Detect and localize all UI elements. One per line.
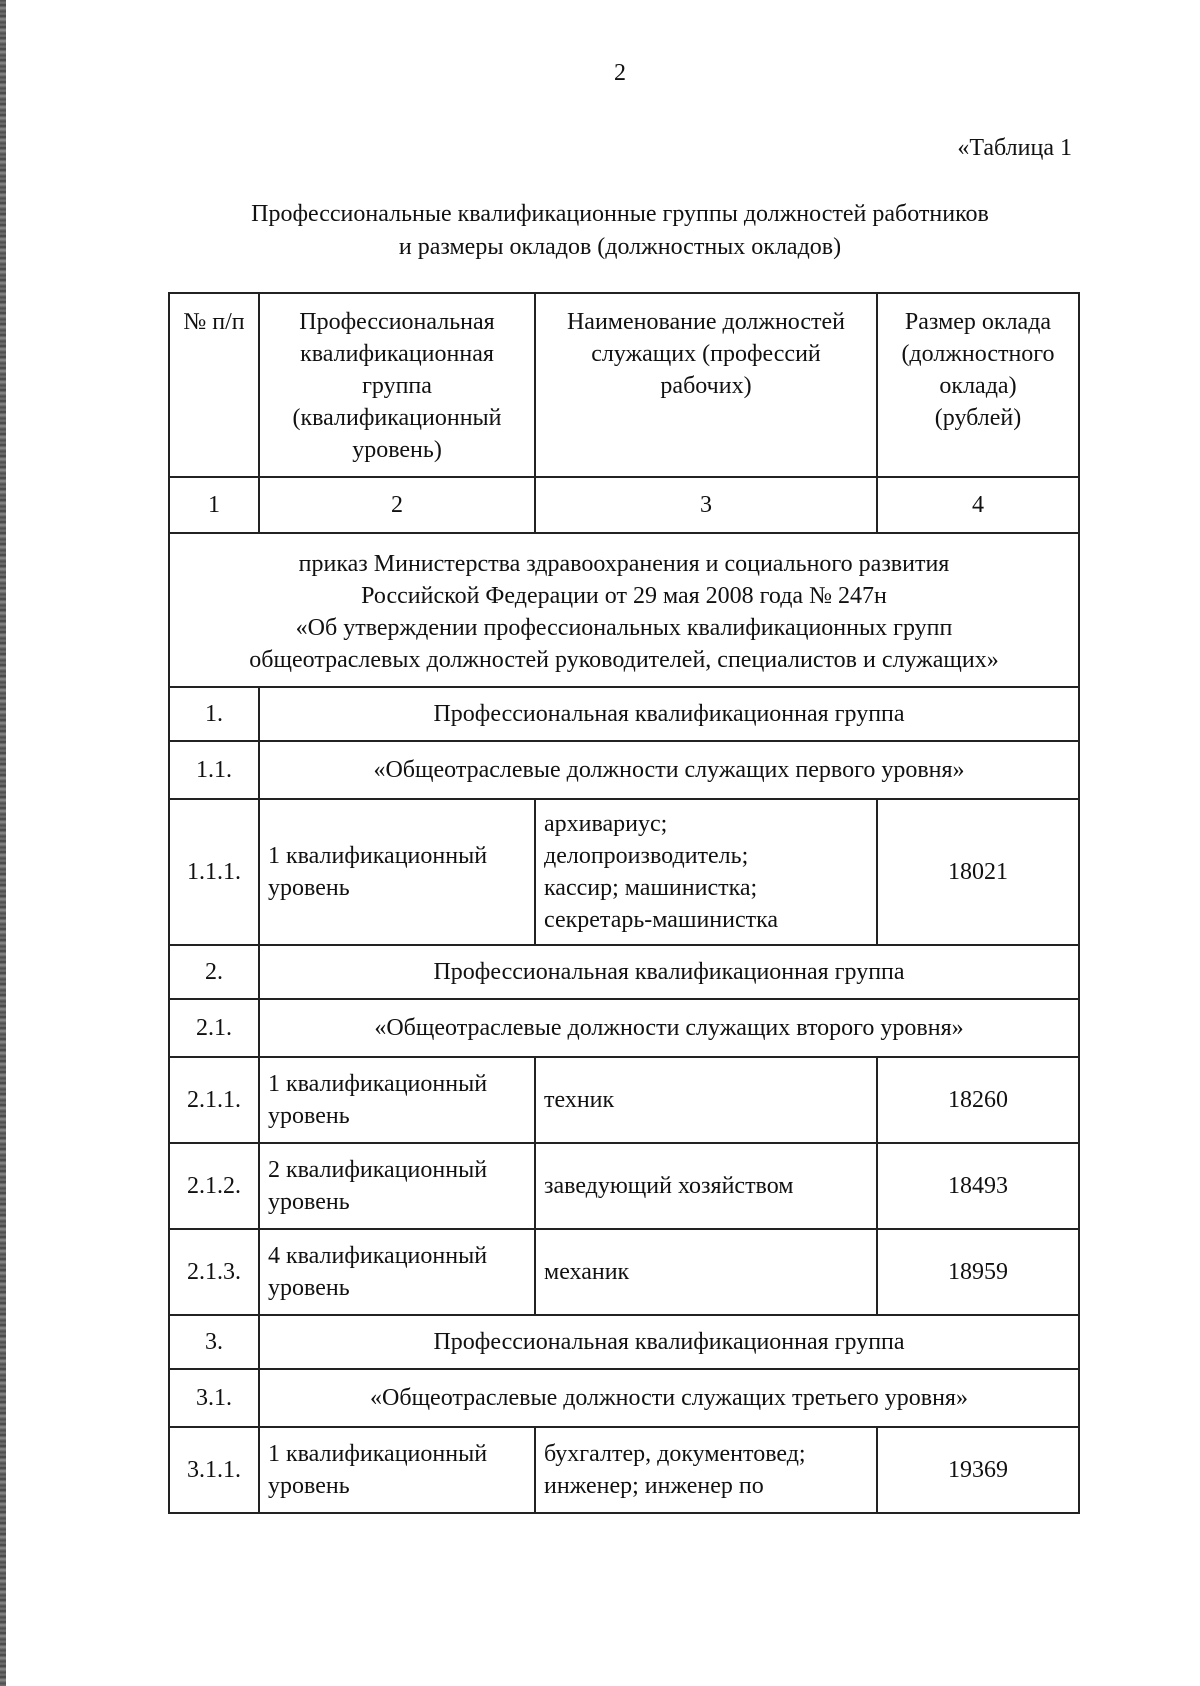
position-line: бухгалтер, документовед;: [544, 1441, 806, 1467]
order-line: приказ Министерства здравоохранения и социального развития: [298, 551, 950, 577]
title-line-2: и размеры окладов (должностных окладов): [398, 234, 842, 260]
row-number: 3.1.1.: [169, 1427, 259, 1513]
level-line: уровень: [268, 875, 350, 901]
position-line: секретарь-машинистка: [544, 907, 779, 933]
level-line: 4 квалификационный: [268, 1243, 488, 1269]
level-line: 1 квалификационный: [268, 843, 488, 869]
salary-value: 18493: [877, 1143, 1079, 1229]
subgroup-title: «Общеотраслевые должности служащих третьего уровня»: [259, 1369, 1079, 1427]
subgroup-title: «Общеотраслевые должности служащих первого уровня»: [259, 741, 1079, 799]
qualification-level: [259, 1229, 535, 1315]
table-header-row: [169, 293, 1079, 477]
order-reference-row: [169, 533, 1079, 687]
header-qualification-line: квалификационная: [300, 341, 494, 367]
subgroup-title: «Общеотраслевые должности служащих второго уровня»: [259, 999, 1079, 1057]
level-line: 1 квалификационный: [268, 1071, 488, 1097]
position-names: заведующий хозяйством: [535, 1143, 877, 1229]
level-line: уровень: [268, 1473, 350, 1499]
table-label: «Таблица 1: [957, 135, 1072, 161]
position-names: техник: [535, 1057, 877, 1143]
row-number: 2.1.3.: [169, 1229, 259, 1315]
row-number: 2.1.: [169, 999, 259, 1057]
page-number: 2: [614, 60, 626, 86]
header-salary-line: Размер оклада: [904, 309, 1052, 335]
row-number: 2.: [169, 945, 259, 999]
table-row: [169, 1143, 1079, 1229]
group-title: Профессиональная квалификационная группа: [259, 1315, 1079, 1369]
order-line: «Об утверждении профессиональных квалификационных групп: [295, 615, 953, 641]
subgroup-row: [169, 999, 1079, 1057]
header-qualification-group: [259, 293, 535, 477]
level-line: уровень: [268, 1189, 350, 1215]
header-qualification-line: Профессиональная: [299, 309, 495, 335]
order-line: Российской Федерации от 29 мая 2008 года № 247н: [361, 583, 887, 609]
row-number: 3.: [169, 1315, 259, 1369]
table-row: [169, 799, 1079, 945]
salary-value: 18260: [877, 1057, 1079, 1143]
order-line: общеотраслевых должностей руководителей, специалистов и служащих»: [249, 647, 999, 673]
column-number-row: [169, 477, 1079, 533]
qualification-level: [259, 1427, 535, 1513]
column-number: 3: [535, 477, 877, 533]
header-position-line: служащих (профессий: [591, 341, 821, 367]
position-line: кассир; машинистка;: [544, 875, 758, 901]
row-number: 1.1.: [169, 741, 259, 799]
position-names: [535, 799, 877, 945]
salary-value: 19369: [877, 1427, 1079, 1513]
header-qualification-line: уровень): [352, 437, 442, 463]
row-number: 1.1.1.: [169, 799, 259, 945]
column-number: 2: [259, 477, 535, 533]
group-row: [169, 687, 1079, 741]
header-position-line: рабочих): [660, 373, 752, 399]
qualification-level: [259, 799, 535, 945]
header-salary: [877, 293, 1079, 477]
header-number-label: № п/п: [183, 309, 245, 335]
position-line: архивариус;: [544, 811, 668, 837]
table-row: [169, 1427, 1079, 1513]
row-number: 2.1.1.: [169, 1057, 259, 1143]
header-qualification-line: (квалификационный: [292, 405, 502, 431]
position-names: механик: [535, 1229, 877, 1315]
order-reference: [169, 533, 1079, 687]
level-line: 2 квалификационный: [268, 1157, 488, 1183]
position-line: делопроизводитель;: [544, 843, 749, 869]
position-names: [535, 1427, 877, 1513]
qualification-level: [259, 1143, 535, 1229]
group-row: [169, 1315, 1079, 1369]
level-line: 1 квалификационный: [268, 1441, 488, 1467]
column-number: 4: [877, 477, 1079, 533]
level-line: уровень: [268, 1275, 350, 1301]
subgroup-row: [169, 741, 1079, 799]
row-number: 1.: [169, 687, 259, 741]
salary-table: [168, 292, 1080, 1514]
level-line: уровень: [268, 1103, 350, 1129]
header-number: [169, 293, 259, 477]
group-row: [169, 945, 1079, 999]
header-qualification-line: группа: [362, 373, 432, 399]
row-number: 2.1.2.: [169, 1143, 259, 1229]
table-row: [169, 1057, 1079, 1143]
row-number: 3.1.: [169, 1369, 259, 1427]
column-number: 1: [169, 477, 259, 533]
header-salary-line: оклада): [939, 373, 1017, 399]
group-title: Профессиональная квалификационная группа: [259, 945, 1079, 999]
group-title: Профессиональная квалификационная группа: [259, 687, 1079, 741]
table-row: [169, 1229, 1079, 1315]
subgroup-row: [169, 1369, 1079, 1427]
header-salary-line: (рублей): [934, 405, 1022, 431]
salary-value: 18021: [877, 799, 1079, 945]
header-position-line: Наименование должностей: [566, 309, 846, 335]
document-title: [170, 198, 1070, 264]
position-line: инженер; инженер по: [544, 1473, 764, 1499]
header-salary-line: (должностного: [901, 341, 1055, 367]
title-line-1: Профессиональные квалификационные группы должностей работников: [251, 201, 989, 227]
header-position-names: [535, 293, 877, 477]
scan-edge: [0, 0, 6, 1686]
qualification-level: [259, 1057, 535, 1143]
salary-value: 18959: [877, 1229, 1079, 1315]
